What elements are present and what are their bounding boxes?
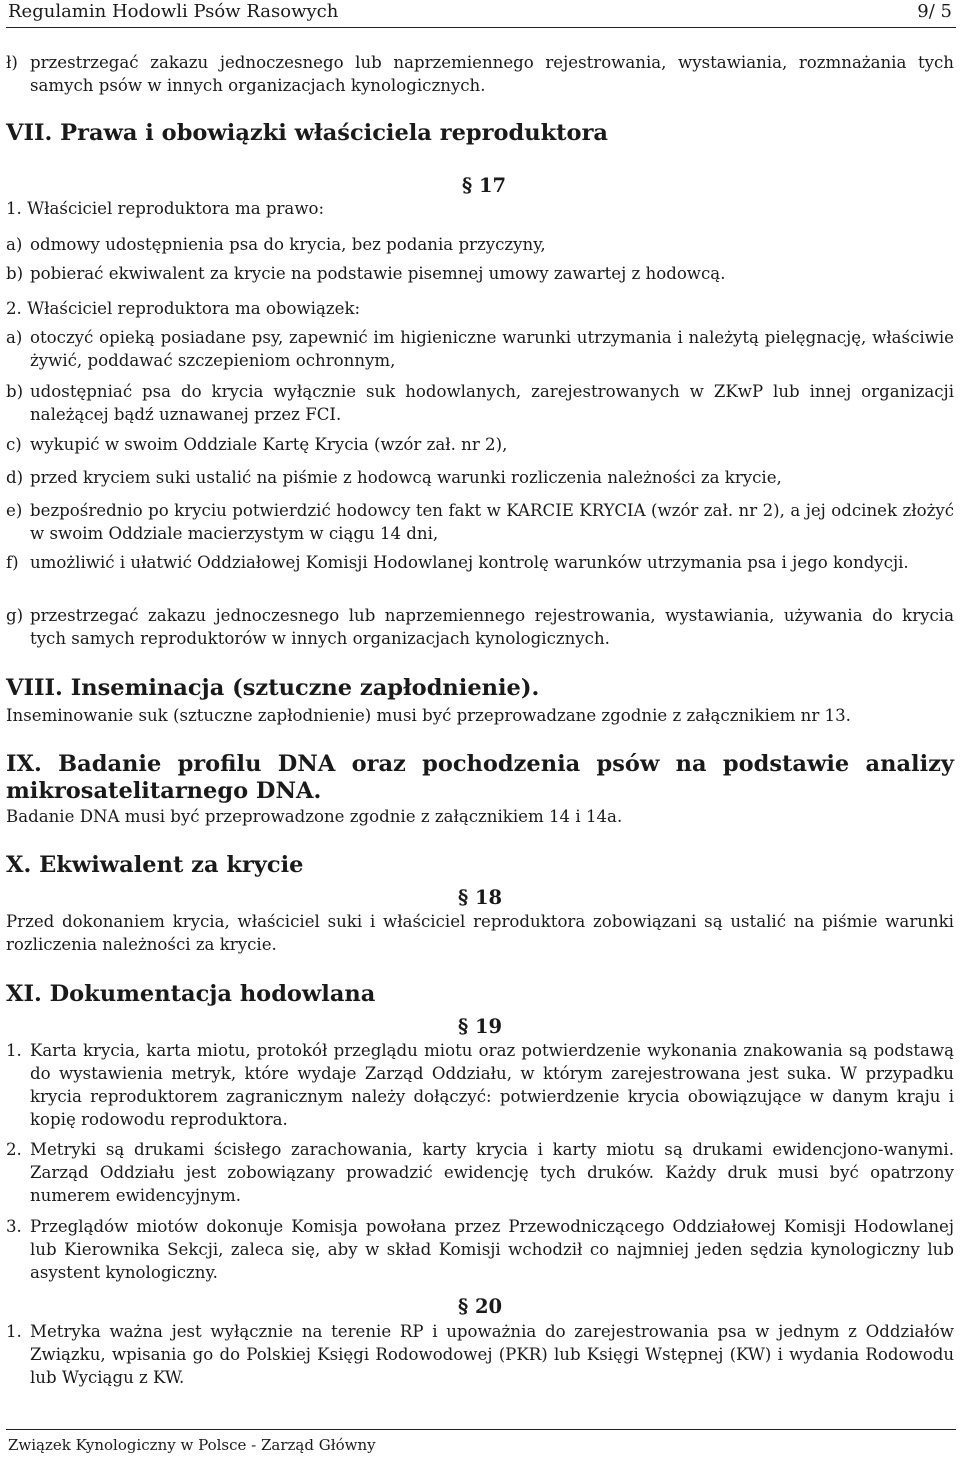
section-mark: § 18 bbox=[458, 886, 503, 909]
list-item bbox=[6, 1320, 954, 1389]
page-number: 9/ 5 bbox=[917, 1, 952, 22]
item-label: f) bbox=[6, 553, 19, 572]
page-footer: Związek Kynologiczny w Polsce - Zarząd Główny bbox=[8, 1436, 376, 1454]
item-label: c) bbox=[6, 435, 22, 454]
item-label: b) bbox=[6, 382, 24, 401]
item-label: 1. bbox=[6, 1322, 22, 1341]
item-text: przestrzegać zakazu jednoczesnego lub naprzemiennego rejestrowania, wystawiania, używania do krycia tych samych reproduktorów w innych organizacjach kynologicznych. bbox=[30, 606, 954, 648]
item-label: d) bbox=[6, 468, 24, 487]
item-text: umożliwić i ułatwić Oddziałowej Komisji Hodowlanej kontrolę warunków utrzymania psa i jego kondycji. bbox=[30, 553, 909, 572]
item-text: Przeglądów miotów dokonuje Komisja powołana przez Przewodniczącego Oddziałowej Komisji Hodowlanej lub Kierownika Sekcji, zaleca się, aby w skład Komisji wchodził co najmniej jeden sędzia kynologiczny lub asystent kynologiczny. bbox=[30, 1217, 954, 1282]
chapter-heading: IX. Badanie profilu DNA oraz pochodzenia psów na podstawie analizy mikrosatelitarnego DNA. bbox=[6, 751, 954, 804]
item-text: pobierać ekwiwalent za krycie na podstawie pisemnej umowy zawartej z hodowcą. bbox=[30, 264, 726, 283]
chapter-heading: VII. Prawa i obowiązki właściciela reproduktora bbox=[6, 120, 608, 146]
section-mark: § 17 bbox=[462, 174, 507, 197]
item-text: Metryka ważna jest wyłącznie na terenie RP i upoważnia do zarejestrowania psa w jednym z Oddziałów Związku, wpisania go do Polskiej Księgi Rodowodowej (PKR) lub Księgi Wstępnej (KW) i wydania Rodowodu lub Wyciągu z KW. bbox=[30, 1322, 954, 1387]
item-label: ł) bbox=[6, 53, 18, 72]
list-item bbox=[6, 604, 954, 650]
chapter-text: Inseminowanie suk (sztuczne zapłodnienie) musi być przeprowadzane zgodnie z załącznikiem nr 13. bbox=[6, 706, 851, 725]
item-label: g) bbox=[6, 606, 24, 625]
list-item bbox=[6, 551, 954, 574]
list-item bbox=[6, 326, 954, 372]
list-item bbox=[6, 499, 954, 545]
list-item bbox=[6, 1138, 954, 1207]
item-label: a) bbox=[6, 235, 23, 254]
item-label: 1. bbox=[6, 1041, 22, 1060]
chapter-text: Badanie DNA musi być przeprowadzone zgodnie z załącznikiem 14 i 14a. bbox=[6, 807, 623, 826]
header-rule bbox=[6, 27, 956, 28]
item-text: odmowy udostępnienia psa do krycia, bez podania przyczyny, bbox=[30, 235, 546, 254]
list-item bbox=[6, 1215, 954, 1284]
footer-rule bbox=[6, 1429, 956, 1430]
item-text: przestrzegać zakazu jednoczesnego lub naprzemiennego rejestrowania, wystawiania, rozmnażania tych samych psów w innych organizacjach kynologicznych. bbox=[30, 53, 954, 95]
chapter-heading: X. Ekwiwalent za krycie bbox=[6, 852, 304, 878]
section-mark: § 20 bbox=[458, 1295, 503, 1318]
list-item bbox=[6, 380, 954, 426]
page-header bbox=[8, 0, 956, 26]
item-label: e) bbox=[6, 501, 23, 520]
section-mark: § 19 bbox=[458, 1015, 503, 1038]
paragraph-intro: 1. Właściciel reproduktora ma prawo: bbox=[6, 199, 325, 218]
item-text: Karta krycia, karta miotu, protokół przeglądu miotu oraz potwierdzenie wykonania znakowania są podstawą do wystawienia metryk, które wydaje Zarząd Oddziału, w którym zarejestrowana jest suka. W przypadku krycia reproduktorem zagranicznym należy dołączyć: potwierdzenie krycia obowiązujące w danym kraju i kopię rodowodu reproduktora. bbox=[30, 1041, 954, 1129]
paragraph-intro: 2. Właściciel reproduktora ma obowiązek: bbox=[6, 299, 361, 318]
list-item bbox=[6, 1039, 954, 1131]
chapter-text: Przed dokonaniem krycia, właściciel suki i właściciel reproduktora zobowiązani są ustalić na piśmie warunki rozliczenia należności za krycie. bbox=[6, 912, 954, 954]
item-label: b) bbox=[6, 264, 24, 283]
chapter-heading: XI. Dokumentacja hodowlana bbox=[6, 981, 376, 1007]
list-item bbox=[6, 51, 954, 97]
item-text: wykupić w swoim Oddziale Kartę Krycia (wzór zał. nr 2), bbox=[30, 435, 508, 454]
list-item bbox=[6, 433, 954, 456]
item-label: 3. bbox=[6, 1217, 22, 1236]
chapter-heading: VIII. Inseminacja (sztuczne zapłodnienie). bbox=[6, 675, 540, 701]
item-label: 2. bbox=[6, 1140, 22, 1159]
document-title: Regulamin Hodowli Psów Rasowych bbox=[8, 1, 339, 22]
item-text: Metryki są drukami ścisłego zarachowania, karty krycia i karty miotu są drukami ewidencjono-wanymi. Zarząd Oddziału jest zobowiązany prowadzić ewidencję tych druków. Każdy druk musi być opatrzony numerem ewidencyjnym. bbox=[30, 1140, 954, 1205]
item-text: przed kryciem suki ustalić na piśmie z hodowcą warunki rozliczenia należności za krycie, bbox=[30, 468, 782, 487]
item-text: otoczyć opieką posiadane psy, zapewnić im higieniczne warunki utrzymania i należytą pielęgnację, właściwie żywić, poddawać szczepieniom ochronnym, bbox=[30, 328, 954, 370]
item-label: a) bbox=[6, 328, 23, 347]
list-item bbox=[6, 466, 954, 489]
list-item bbox=[6, 262, 954, 285]
item-text: bezpośrednio po kryciu potwierdzić hodowcy ten fakt w KARCIE KRYCIA (wzór zał. nr 2), a jej odcinek złożyć w swoim Oddziale macierzystym w ciągu 14 dni, bbox=[30, 501, 954, 543]
list-item bbox=[6, 233, 954, 256]
item-text: udostępniać psa do krycia wyłącznie suk hodowlanych, zarejestrowanych w ZKwP lub innej organizacji należącej bądź uznawanej przez FCI. bbox=[30, 382, 954, 424]
